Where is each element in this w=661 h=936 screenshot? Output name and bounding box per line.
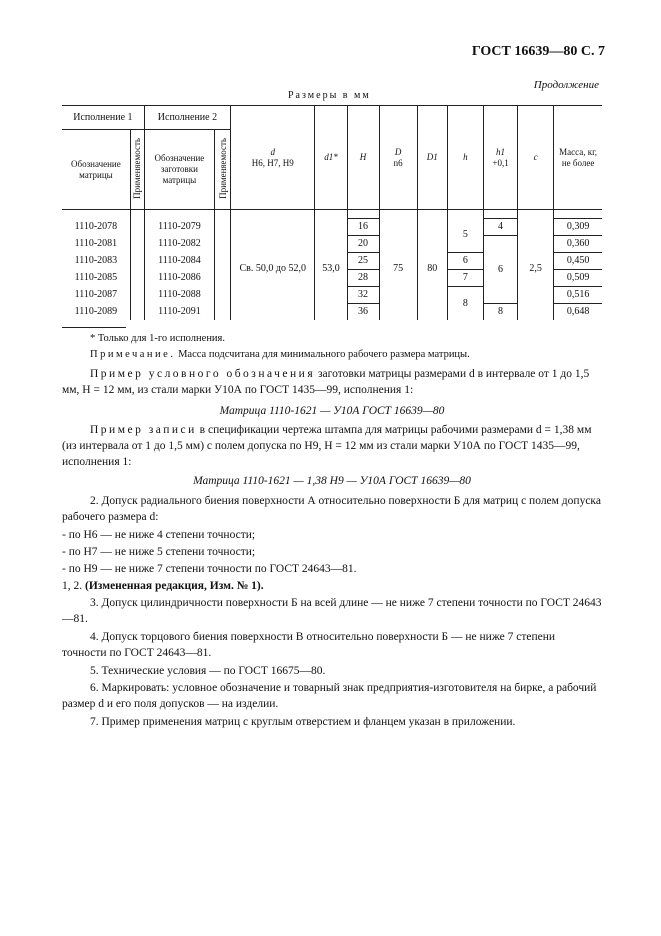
- blank-designation-header: Обозначение заготовки матрицы: [144, 130, 214, 210]
- D1-header: D1: [417, 106, 447, 210]
- item-2-h7: - по Н7 — не ниже 5 степени точности;: [62, 546, 256, 558]
- H-value: 28: [347, 270, 379, 287]
- exec2-header: Исполнение 2: [144, 106, 230, 130]
- applicability-header-1: Применяемость: [130, 130, 144, 210]
- item-3: 3. Допуск цилиндричности поверхности Б на всей длине — не ниже 7 степени точности по ГОСТ 24643—81.: [62, 597, 602, 625]
- exec1-header: Исполнение 1: [62, 106, 144, 130]
- item-2-h9: - по Н9 — не ниже 7 степени точности по ГОСТ 24643—81.: [62, 563, 357, 575]
- table-caption: Размеры в мм: [288, 90, 371, 101]
- blank-code: 1110-2086: [144, 270, 214, 287]
- d-header: d H6, H7, H9: [231, 106, 315, 210]
- page-header: ГОСТ 16639—80 С. 7: [471, 44, 605, 59]
- footnote: * Только для 1-го исполнения.: [90, 333, 226, 344]
- H-value: 25: [347, 253, 379, 270]
- mass-header: Масса, кг, не более: [554, 106, 602, 210]
- h1-value: 4: [483, 219, 517, 236]
- mass-value: 0,309: [554, 219, 602, 236]
- applicability-header-2: Применяемость: [215, 130, 231, 210]
- mass-value: 0,360: [554, 236, 602, 253]
- mass-value: 0,509: [554, 270, 602, 287]
- footnote-divider: [62, 327, 126, 328]
- blank-code: 1110-2079: [144, 219, 214, 236]
- D1-value: 80: [417, 219, 447, 321]
- item-4: 4. Допуск торцового биения поверхности В относительно поверхности Б — не ниже 7 степени точности по ГОСТ 24643—81.: [62, 631, 556, 659]
- matrix-code: 1110-2085: [62, 270, 130, 287]
- blank-code: 1110-2088: [144, 287, 214, 304]
- example-designation: Пример условного обозначения заготовки матрицы размерами d в интервале от 1 до 1,5 мм, H = 12 мм, из стали марки У10А по ГОСТ 1435—99, исполнения 1:: [62, 368, 590, 396]
- H-value: 20: [347, 236, 379, 253]
- c-value: 2,5: [518, 219, 554, 321]
- h-value: 5: [447, 219, 483, 253]
- D-value: 75: [379, 219, 417, 321]
- H-value: 36: [347, 304, 379, 321]
- continuation-label: Продолжение: [533, 79, 599, 91]
- matrix-code: 1110-2083: [62, 253, 130, 270]
- item-6: 6. Маркировать: условное обозначение и товарный знак предприятия-изготовителя на бирке, а рабочий размер d и его поля допусков — на изделии.: [62, 682, 597, 710]
- h1-value: 6: [483, 236, 517, 304]
- blank-code: 1110-2082: [144, 236, 214, 253]
- h1-value: 8: [483, 304, 517, 321]
- D-header: D n6: [379, 106, 417, 210]
- mass-value: 0,516: [554, 287, 602, 304]
- matrix-code: 1110-2081: [62, 236, 130, 253]
- h-value: 6: [447, 253, 483, 270]
- H-value: 32: [347, 287, 379, 304]
- H-value: 16: [347, 219, 379, 236]
- amendment-note: 1, 2. (Измененная редакция, Изм. № 1).: [62, 580, 264, 592]
- h1-header: h1 +0,1: [483, 106, 517, 210]
- item-2: 2. Допуск радиального биения поверхности А относительно поверхности Б для матриц с полем допуска рабочего размера d:: [62, 495, 601, 523]
- note: Примечание. Масса подсчитана для минимального рабочего размера матрицы.: [90, 349, 470, 360]
- h-value: 7: [447, 270, 483, 287]
- item-5: 5. Технические условия — по ГОСТ 16675—80.: [90, 665, 326, 677]
- d-value: Св. 50,0 до 52,0: [231, 219, 315, 321]
- matrix-code: 1110-2089: [62, 304, 130, 321]
- item-7: 7. Пример применения матриц с круглым отверстием и фланцем указан в приложении.: [90, 716, 516, 728]
- item-2-h6: - по Н6 — не ниже 4 степени точности;: [62, 529, 256, 541]
- blank-code: 1110-2084: [144, 253, 214, 270]
- h-header: h: [447, 106, 483, 210]
- example-designation-formula: Матрица 1110-1621 — У10А ГОСТ 16639—80: [219, 405, 445, 417]
- table-row: [62, 219, 602, 236]
- matrix-code: 1110-2078: [62, 219, 130, 236]
- example-record: Пример записи в спецификации чертежа штампа для матрицы рабочими размерами d = 1,38 мм (из интервала от 1 до 1,5 мм) с полем допуска по Н9, H = 12 мм из стали марки У10А по ГОСТ 1435—99, исполнения 1:: [62, 424, 592, 468]
- h-value: 8: [447, 287, 483, 321]
- matrix-designation-header: Обозначение матрицы: [62, 130, 130, 210]
- H-header: H: [347, 106, 379, 210]
- d1-header: d1*: [315, 106, 347, 210]
- blank-code: 1110-2091: [144, 304, 214, 321]
- matrix-table: [62, 105, 602, 320]
- d1-value: 53,0: [315, 219, 347, 321]
- c-header: c: [518, 106, 554, 210]
- mass-value: 0,648: [554, 304, 602, 321]
- example-record-formula: Матрица 1110-1621 — 1,38 Н9 — У10А ГОСТ 16639—80: [193, 475, 471, 487]
- mass-value: 0,450: [554, 253, 602, 270]
- matrix-code: 1110-2087: [62, 287, 130, 304]
